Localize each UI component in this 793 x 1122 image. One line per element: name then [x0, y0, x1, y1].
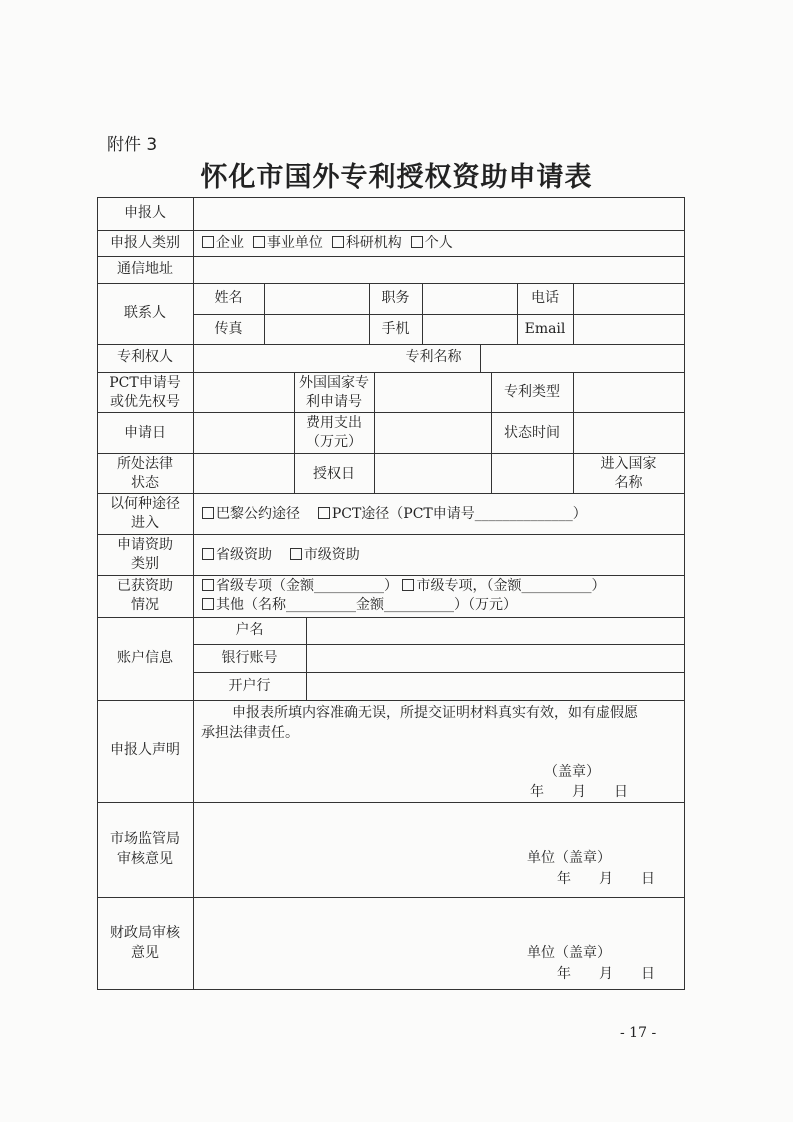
account-name-label: 户名: [235, 622, 264, 638]
status-time-field[interactable]: [576, 415, 681, 450]
row-line: [97, 700, 685, 701]
checkbox-icon: [402, 579, 414, 591]
finance-seal: 单位（盖章）: [527, 945, 611, 961]
row-line: [97, 412, 685, 413]
route-options: [202, 505, 587, 524]
col-line: [374, 372, 375, 493]
checkbox-icon: [411, 236, 423, 248]
expense-field[interactable]: [377, 415, 488, 450]
row-line: [97, 534, 685, 535]
bank-account-label: 银行账号: [221, 650, 278, 666]
attachment-label: 附件 3: [107, 135, 158, 155]
patent-name-label: 专利名称: [405, 349, 462, 365]
form-title: 怀化市国外专利授权资助申请表: [200, 162, 593, 193]
checkbox-institution[interactable]: 事业单位: [253, 235, 323, 251]
checkbox-other[interactable]: 其他（名称__________金额__________）（万元）: [202, 597, 517, 613]
checkbox-icon: [290, 548, 302, 560]
grant-date-field[interactable]: [377, 456, 488, 491]
enter-country-label-line2: 名称: [614, 475, 643, 491]
patentee-label: 专利权人: [117, 349, 173, 365]
checkbox-provincial-special[interactable]: 省级专项（金额__________）: [202, 578, 398, 594]
row-line: [97, 575, 685, 576]
applicant-label: 申报人: [124, 205, 166, 221]
account-name-field[interactable]: [309, 620, 681, 642]
col-line: [264, 283, 265, 344]
position-field[interactable]: [425, 286, 514, 312]
foreign-app-label-line1: 外国国家专: [299, 375, 369, 391]
declaration-seal: （盖章）: [544, 764, 600, 780]
finance-label-line2: 意见: [131, 945, 159, 961]
checkbox-city-special[interactable]: 市级专项，（金额__________）: [402, 578, 605, 594]
checkbox-enterprise[interactable]: 企业: [202, 235, 244, 251]
obtained-line1: [202, 577, 605, 596]
checkbox-icon: [202, 579, 214, 591]
applicant-field[interactable]: [197, 201, 681, 227]
obtained-label-line2: 情况: [131, 597, 159, 613]
declaration-text-line1: 申报表所填内容准确无误，所提交证明材料真实有效，如有虚假愿: [232, 705, 638, 721]
expense-label-line2: （万元）: [306, 434, 362, 450]
row-line: [193, 644, 685, 645]
checkbox-icon: [318, 507, 330, 519]
row-line: [97, 372, 685, 373]
patent-name-field[interactable]: [483, 347, 681, 370]
row-line: [193, 314, 685, 315]
phone-field[interactable]: [576, 286, 681, 312]
row-line: [97, 230, 685, 231]
phone-label: 电话: [531, 290, 559, 306]
checkbox-individual[interactable]: 个人: [411, 235, 453, 251]
fund-type-label-line2: 类别: [131, 556, 159, 572]
pct-label-line1: PCT申请号: [109, 375, 181, 391]
category-options: [202, 234, 453, 253]
category-label: 申报人类别: [110, 235, 180, 251]
checkbox-icon: [202, 548, 214, 560]
fax-label: 传真: [214, 321, 243, 337]
market-label-line1: 市场监管局: [110, 831, 180, 847]
position-label: 职务: [381, 290, 410, 306]
enter-country-label-line1: 进入国家: [600, 456, 657, 472]
declaration-text-line2: 承担法律责任。: [201, 725, 299, 741]
address-label: 通信地址: [117, 261, 173, 277]
application-form: [97, 197, 685, 990]
name-field[interactable]: [267, 286, 366, 312]
market-seal: 单位（盖章）: [527, 850, 611, 866]
apply-date-field[interactable]: [197, 415, 291, 450]
obtained-line2: [202, 596, 517, 615]
status-time-label: 状态时间: [504, 425, 560, 441]
mobile-label: 手机: [381, 321, 410, 337]
legal-status-field[interactable]: [197, 456, 291, 491]
route-label-line2: 进入: [131, 515, 159, 531]
pct-number-field[interactable]: [197, 375, 291, 410]
bank-account-field[interactable]: [309, 647, 681, 670]
col-line: [422, 283, 423, 344]
route-label-line1: 以何种途径: [110, 496, 180, 512]
row-line: [97, 802, 685, 803]
obtained-label-line1: 已获资助: [117, 578, 173, 594]
patent-type-label: 专利类型: [504, 384, 560, 400]
fund-type-options: [202, 546, 360, 565]
checkbox-icon: [253, 236, 265, 248]
col-line: [480, 344, 481, 372]
fax-field[interactable]: [267, 317, 366, 342]
name-label: 姓名: [214, 290, 243, 306]
checkbox-pct[interactable]: PCT途径（PCT申请号______________）: [318, 506, 587, 522]
fund-type-label-line1: 申请资助: [117, 537, 173, 553]
email-label: Email: [524, 321, 566, 337]
expense-label-line1: 费用支出: [306, 415, 362, 431]
enter-country-field[interactable]: [494, 456, 570, 491]
patentee-field[interactable]: [197, 347, 377, 370]
bank-label: 开户行: [228, 678, 271, 694]
legal-status-label-line1: 所处法律: [117, 456, 173, 472]
checkbox-research[interactable]: 科研机构: [332, 235, 402, 251]
grant-date-label: 授权日: [313, 466, 355, 482]
row-line: [97, 256, 685, 257]
apply-date-label: 申请日: [124, 425, 166, 441]
foreign-app-field[interactable]: [377, 375, 488, 410]
checkbox-paris[interactable]: 巴黎公约途径: [202, 506, 300, 522]
row-line: [97, 283, 685, 284]
form-border-right: [684, 197, 685, 990]
address-field[interactable]: [197, 259, 681, 281]
checkbox-city-fund[interactable]: 市级资助: [290, 547, 360, 563]
finance-date: 年 月 日: [557, 966, 655, 982]
account-label: 账户信息: [117, 650, 173, 666]
pct-label-line2: 或优先权号: [110, 394, 180, 410]
contact-label: 联系人: [124, 305, 166, 321]
market-date: 年 月 日: [557, 871, 655, 887]
row-line: [97, 617, 685, 618]
form-border-bottom: [97, 989, 685, 990]
label-column-divider: [193, 197, 194, 990]
row-line: [97, 453, 685, 454]
col-line: [306, 617, 307, 700]
declaration-label: 申报人声明: [110, 742, 180, 758]
mobile-field[interactable]: [425, 317, 514, 342]
row-line: [97, 897, 685, 898]
legal-status-label-line2: 状态: [131, 475, 159, 491]
form-border-top: [97, 197, 685, 198]
foreign-app-label-line2: 利申请号: [306, 394, 362, 410]
row-line: [97, 344, 685, 345]
declaration-date: 年 月 日: [530, 784, 628, 800]
checkbox-provincial-fund[interactable]: 省级资助: [202, 547, 272, 563]
page-number: - 17 -: [620, 1025, 657, 1041]
checkbox-icon: [202, 598, 214, 610]
market-label-line2: 审核意见: [117, 851, 173, 867]
bank-field[interactable]: [309, 675, 681, 698]
checkbox-icon: [202, 236, 214, 248]
patent-type-field[interactable]: [576, 375, 681, 410]
col-line: [573, 283, 574, 344]
row-line: [97, 493, 685, 494]
checkbox-icon: [202, 507, 214, 519]
row-line: [193, 672, 685, 673]
finance-label-line1: 财政局审核: [110, 925, 180, 941]
email-field[interactable]: [576, 317, 681, 342]
checkbox-icon: [332, 236, 344, 248]
